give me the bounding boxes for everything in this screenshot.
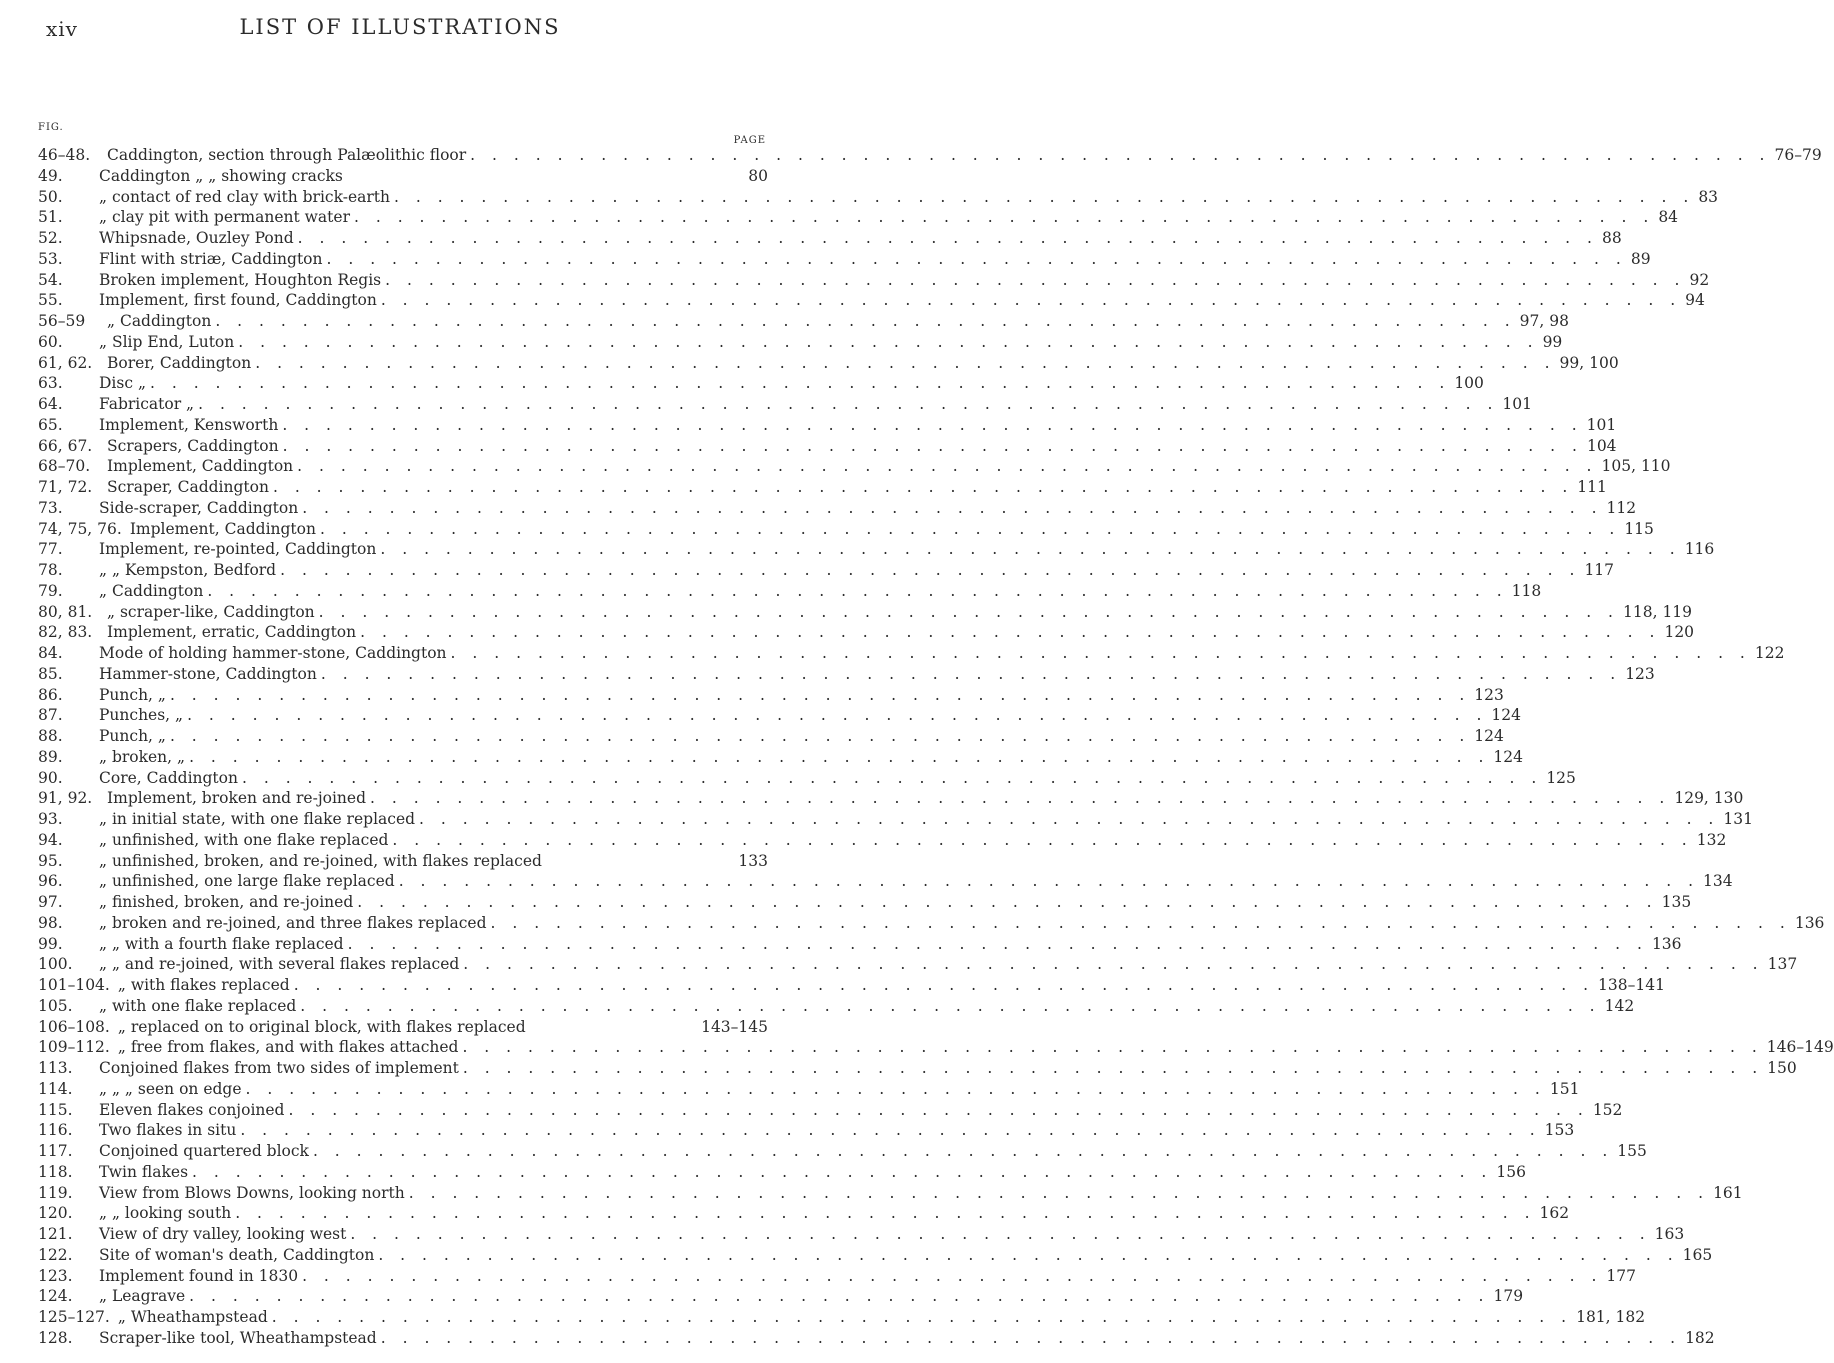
figure-number: 123. (38, 1266, 73, 1285)
figure-caption: Scrapers, Caddington (107, 436, 279, 455)
list-item (38, 270, 1710, 291)
dot-leader: . . . . . . . . . . . . . . . . . . . . . . . . . . . . . . . . . . . . . . . . . . . . . . . . . . . . . . . . . . . . (169, 685, 1471, 704)
figure-number: 74, 75, 76. (38, 519, 122, 538)
list-item (38, 1162, 1526, 1183)
dot-leader: . . . . . . . . . . . . . . . . . . . . . . . . . . . . . . . . . . . . . . . . . . . . . . . . . . . . . . . . . . . . (300, 996, 1601, 1015)
fig-column-label: FIG. (38, 122, 64, 133)
figure-caption: „ „ and re-joined, with several flakes replaced (99, 955, 460, 974)
page-number: 101 (1586, 415, 1617, 434)
dot-leader: . . . . . . . . . . . . . . . . . . . . . . . . . . . . . . . . . . . . . . . . . . . . . . . . . . . . . . . . . . . . (297, 229, 1598, 247)
figure-number: 118. (38, 1162, 73, 1181)
figure-number: 106–108. (38, 1017, 110, 1036)
figure-number: 101–104. (38, 976, 110, 994)
dot-leader: . . . . . . . . . . . . . . . . . . . . . . . . . . . . . . . . . . . . . . . . . . . . . . . . . . . . . . . . . . . . (280, 561, 1581, 579)
list-item (38, 228, 1622, 249)
list-item (38, 705, 1521, 726)
dot-leader: . . . . . . . . . . . . . . . . . . . . . . . . . . . . . . . . . . . . . . . . . . . . . . . . . . . . . . . . . . . . (293, 976, 1595, 994)
list-item (38, 519, 1654, 540)
dot-leader: . . . . . . . . . . . . . . . . . . . . . . . . . . . . . . . . . . . . . . . . . . . . . . . . . . . . . . . . . . . . (207, 581, 1508, 600)
page-number: 136 (1651, 934, 1682, 953)
dot-leader: . . . . . . . . . . . . . . . . . . . . . . . . . . . . . . . . . . . . . . . . . . . . . . . . . . . . . . . . . . . . (302, 498, 1603, 517)
figure-number: 78. (38, 561, 63, 579)
dot-leader: . . . . . . . . . . . . . . . . . . . . . . . . . . . . . . . . . . . . . . . . . . . . . . . . . . . . . . . . . . . . (490, 913, 1791, 932)
dot-leader: . . . . . . . . . . . . . . . . . . . . . . . . . . . . . . . . . . . . . . . . . . . . . . . . . . . . . . . . . . . . (398, 872, 1700, 891)
list-item (38, 934, 1682, 955)
figure-caption: „ Leagrave (99, 1287, 186, 1306)
list-item (38, 353, 1619, 374)
list-item (38, 415, 1617, 436)
figure-caption: „ Slip End, Luton (99, 332, 235, 351)
figure-number: 68–70. (38, 457, 91, 476)
figure-caption: „ free from flakes, and with flakes attached (117, 1038, 459, 1057)
dot-leader: . . . . . . . . . . . . . . . . . . . . . . . . . . . . . . . . . . . . . . . . . . . . . . . . . . . . . . . . . . . . (189, 747, 1490, 766)
list-item (38, 477, 1607, 498)
figure-number: 121. (38, 1225, 73, 1243)
list-item (38, 996, 1635, 1017)
page-number: 83 (1698, 187, 1719, 206)
figure-caption: „ in initial state, with one flake replaced (99, 810, 416, 828)
figure-caption: Whipsnade, Ouzley Pond (99, 229, 294, 247)
list-item (38, 539, 1715, 560)
list-item (38, 830, 1727, 851)
dot-leader: . . . . . . . . . . . . . . . . . . . . . . . . . . . . . . . . . . . . . . . . . . . . . . . . . . . . . . . . . . . . (370, 789, 1671, 808)
figure-caption: „ clay pit with permanent water (99, 208, 350, 227)
figure-number: 99. (38, 934, 63, 953)
page-number: 143–145 (701, 1017, 768, 1036)
list-item (38, 290, 1705, 311)
page-number: 115 (1624, 519, 1654, 538)
figure-caption: Caddington „ „ showing cracks (99, 166, 343, 185)
figure-caption: „ „ with a fourth flake replaced (99, 934, 344, 953)
list-item (38, 954, 1798, 975)
figure-caption: Implement, Kensworth (99, 415, 279, 434)
figure-caption: Conjoined flakes from two sides of implement (99, 1059, 459, 1077)
page-number: 142 (1604, 996, 1635, 1015)
dot-leader: . . . . . . . . . . . . . . . . . . . . . . . . . . . . . . . . . . . . . . . . . . . . . . . . . . . . . . . . . . . . (385, 270, 1686, 289)
figure-number: 51. (38, 208, 63, 227)
list-item (38, 1307, 1646, 1328)
figure-number: 63. (38, 374, 63, 393)
list-item (38, 788, 1744, 809)
page-number: 111 (1577, 478, 1607, 496)
page-number: 156 (1496, 1162, 1526, 1181)
list-item (38, 602, 1693, 623)
page-number: 137 (1767, 955, 1798, 974)
running-title: LIST OF ILLUSTRATIONS (239, 15, 561, 39)
list-item (38, 456, 1671, 477)
figure-caption: Implement, broken and re-joined (107, 789, 367, 808)
page-number: 117 (1584, 561, 1615, 579)
page-number: 89 (1630, 249, 1651, 268)
figure-caption: Scraper, Caddington (107, 478, 269, 496)
figure-caption: „ Caddington (107, 312, 212, 330)
page-number: 100 (1454, 374, 1484, 393)
dot-leader: . . . . . . . . . . . . . . . . . . . . . . . . . . . . . . . . . . . . . . . . . . . . . . . . . . . . . . . . . . . . (470, 146, 1771, 164)
figure-caption: „ contact of red clay with brick-earth (99, 187, 390, 206)
page-number: 132 (1696, 830, 1727, 849)
list-item (38, 311, 1569, 332)
dot-leader: . . . . . . . . . . . . . . . . . . . . . . . . . . . . . . . . . . . . . . . . . . . . . . . . . . . . . . . . . . . . (318, 602, 1619, 621)
dot-leader: . . . . . . . . . . . . . . . . . . . . . . . . . . . . . . . . . . . . . . . . . . . . . . . . . . . . . . . . . . . . (360, 623, 1661, 642)
figure-caption: „ broken and re-joined, and three flakes replaced (99, 913, 487, 932)
list-item (38, 1079, 1580, 1100)
dot-leader: . . . . . . . . . . . . . . . . . . . . . . . . . . . . . . . . . . . . . . . . . . . . . . . . . . . . . . . . . . . . (463, 955, 1764, 974)
dot-leader: . . . . . . . . . . . . . . . . . . . . . . . . . . . . . . . . . . . . . . . . . . . . . . . . . . . . . . . . . . . . (149, 374, 1451, 393)
dot-leader: . . . . . . . . . . . . . . . . . . . . . . . . . . . . . . . . . . . . . . . . . . . . . . . . . . . . . . . . . . . . (393, 187, 1695, 206)
figure-caption: Punches, „ (99, 706, 184, 725)
list-item (38, 685, 1504, 706)
page-number: 88 (1601, 229, 1622, 247)
figure-number: 105. (38, 996, 73, 1015)
figure-number: 84. (38, 644, 63, 662)
figure-caption: Mode of holding hammer-stone, Caddington (99, 644, 447, 662)
figure-caption: „ replaced on to original block, with flakes replaced (117, 1017, 526, 1036)
list-item (38, 166, 768, 187)
figure-number: 60. (38, 332, 63, 351)
figure-number: 128. (38, 1328, 73, 1347)
page-number: 105, 110 (1601, 457, 1671, 476)
figure-caption: Twin flakes (99, 1162, 189, 1181)
list-item (38, 560, 1615, 581)
figure-caption: Implement, first found, Caddington (99, 291, 377, 310)
figure-number: 95. (38, 851, 63, 870)
figure-number: 116. (38, 1121, 73, 1140)
figure-number: 97. (38, 893, 63, 911)
list-item (38, 498, 1637, 519)
figure-number: 114. (38, 1079, 73, 1098)
dot-leader: . . . . . . . . . . . . . . . . . . . . . . . . . . . . . . . . . . . . . . . . . . . . . . . . . . . . . . . . . . . . (326, 249, 1627, 268)
page-number: 118 (1511, 581, 1542, 600)
dot-leader: . . . . . . . . . . . . . . . . . . . . . . . . . . . . . . . . . . . . . . . . . . . . . . . . . . . . . . . . . . . . (282, 436, 1583, 455)
page-number: 163 (1654, 1225, 1685, 1243)
page-number: 181, 182 (1576, 1308, 1646, 1326)
figure-caption: Punch, „ (99, 685, 166, 704)
page-number: 124 (1493, 747, 1523, 766)
figure-caption: „ Wheathampstead (117, 1308, 268, 1326)
list-item (38, 1037, 1834, 1058)
page-number: 104 (1586, 436, 1617, 455)
page-number: 150 (1767, 1059, 1797, 1077)
list-item (38, 1328, 1715, 1349)
list-item (38, 145, 1822, 166)
figure-number: 77. (38, 540, 63, 559)
figure-caption: Implement, Caddington (129, 519, 316, 538)
page-number: 80 (748, 166, 768, 185)
dot-leader: . . . . . . . . . . . . . . . . . . . . . . . . . . . . . . . . . . . . . . . . . . . . . . . . . . . . . . . . . . . . (312, 1142, 1614, 1160)
page-number: 116 (1684, 540, 1715, 559)
dot-leader: . . . . . . . . . . . . . . . . . . . . . . . . . . . . . . . . . . . . . . . . . . . . . . . . . . . . . . . . . . . . (302, 1266, 1603, 1285)
list-item (38, 581, 1542, 602)
figure-caption: Implement found in 1830 (99, 1266, 299, 1285)
page-number: 179 (1493, 1287, 1524, 1306)
figure-number: 46–48. (38, 146, 91, 164)
figure-caption: „ unfinished, broken, and re-joined, with flakes replaced (99, 851, 542, 870)
list-item (38, 768, 1576, 789)
figure-number: 120. (38, 1204, 73, 1223)
dot-leader: . . . . . . . . . . . . . . . . . . . . . . . . . . . . . . . . . . . . . . . . . . . . . . . . . . . . . . . . . . . . (288, 1100, 1589, 1119)
page-number: 97, 98 (1519, 312, 1569, 330)
list-item (38, 726, 1504, 747)
dot-leader: . . . . . . . . . . . . . . . . . . . . . . . . . . . . . . . . . . . . . . . . . . . . . . . . . . . . . . . . . . . . (419, 810, 1720, 828)
page-number: 135 (1661, 893, 1692, 911)
page-number: 152 (1592, 1100, 1623, 1119)
figure-caption: Two flakes in situ (99, 1121, 237, 1140)
page-column-label: PAGE (733, 135, 766, 146)
list-item (38, 1017, 768, 1038)
figure-number: 88. (38, 727, 63, 745)
dot-leader: . . . . . . . . . . . . . . . . . . . . . . . . . . . . . . . . . . . . . . . . . . . . . . . . . . . . . . . . . . . . (347, 934, 1648, 953)
figure-caption: „ with one flake replaced (99, 996, 297, 1015)
figure-caption: View from Blows Downs, looking north (99, 1183, 405, 1202)
page-number: 112 (1606, 498, 1637, 517)
figure-caption: „ „ „ seen on edge (99, 1079, 242, 1098)
figure-number: 100. (38, 955, 73, 974)
page-number: 118, 119 (1623, 602, 1693, 621)
page-number: 99 (1542, 332, 1563, 351)
page-number: 124 (1491, 706, 1521, 725)
figure-number: 113. (38, 1059, 73, 1077)
list-item (38, 622, 1695, 643)
dot-leader: . . . . . . . . . . . . . . . . . . . . . . . . . . . . . . . . . . . . . . . . . . . . . . . . . . . . . . . . . . . . (192, 1162, 1493, 1181)
dot-leader: . . . . . . . . . . . . . . . . . . . . . . . . . . . . . . . . . . . . . . . . . . . . . . . . . . . . . . . . . . . . (245, 1079, 1546, 1098)
page-number: 125 (1546, 768, 1576, 787)
dot-leader: . . . . . . . . . . . . . . . . . . . . . . . . . . . . . . . . . . . . . . . . . . . . . . . . . . . . . . . . . . . . (187, 706, 1488, 725)
figure-caption: „ „ looking south (99, 1204, 232, 1223)
figure-number: 71, 72. (38, 478, 93, 496)
list-item (38, 394, 1533, 415)
page-number: 84 (1658, 208, 1679, 227)
page-number: 182 (1685, 1328, 1715, 1347)
figure-caption: Core, Caddington (99, 768, 238, 787)
page-number: 123 (1625, 664, 1655, 683)
list-item (38, 1266, 1636, 1287)
list-item (38, 436, 1617, 457)
figure-number: 86. (38, 685, 63, 704)
figure-number: 89. (38, 747, 63, 766)
figure-caption: „ „ Kempston, Bedford (99, 561, 277, 579)
figure-caption: Flint with striæ, Caddington (99, 249, 323, 268)
figure-number: 61, 62. (38, 353, 93, 372)
figure-caption: Hammer-stone, Caddington (99, 664, 317, 683)
list-item (38, 664, 1655, 685)
figure-caption: „ scraper-like, Caddington (107, 602, 315, 621)
page-number: 134 (1703, 872, 1733, 891)
figure-caption: Eleven flakes conjoined (99, 1100, 285, 1119)
dot-leader: . . . . . . . . . . . . . . . . . . . . . . . . . . . . . . . . . . . . . . . . . . . . . . . . . . . . . . . . . . . . (392, 830, 1693, 849)
dot-leader: . . . . . . . . . . . . . . . . . . . . . . . . . . . . . . . . . . . . . . . . . . . . . . . . . . . . . . . . . . . . (241, 768, 1543, 787)
dot-leader: . . . . . . . . . . . . . . . . . . . . . . . . . . . . . . . . . . . . . . . . . . . . . . . . . . . . . . . . . . . . (378, 1245, 1679, 1264)
figure-caption: Fabricator „ (99, 395, 195, 413)
dot-leader: . . . . . . . . . . . . . . . . . . . . . . . . . . . . . . . . . . . . . . . . . . . . . . . . . . . . . . . . . . . . (240, 1121, 1541, 1140)
page-number: 76–79 (1774, 146, 1822, 164)
illustrations-list (38, 145, 1834, 1349)
list-item (38, 332, 1563, 353)
dot-leader: . . . . . . . . . . . . . . . . . . . . . . . . . . . . . . . . . . . . . . . . . . . . . . . . . . . . . . . . . . . . (238, 332, 1539, 351)
figure-caption: „ finished, broken, and re-joined (99, 893, 354, 911)
list-item (38, 207, 1679, 228)
figure-caption: „ unfinished, one large flake replaced (99, 872, 395, 891)
page-number: 146–149 (1766, 1038, 1834, 1057)
dot-leader: . . . . . . . . . . . . . . . . . . . . . . . . . . . . . . . . . . . . . . . . . . . . . . . . . . . . . . . . . . . . (380, 291, 1682, 310)
page-number: 177 (1606, 1266, 1636, 1285)
figure-number: 87. (38, 706, 63, 725)
page-number: 155 (1617, 1142, 1647, 1160)
figure-number: 55. (38, 291, 63, 310)
list-item (38, 809, 1753, 830)
page-number: 94 (1685, 291, 1705, 310)
page-number: 101 (1502, 395, 1533, 413)
page-number: 124 (1474, 727, 1504, 745)
list-item (38, 1141, 1647, 1162)
figure-number: 56–59 (38, 312, 86, 330)
figure-number: 65. (38, 415, 63, 434)
dot-leader: . . . . . . . . . . . . . . . . . . . . . . . . . . . . . . . . . . . . . . . . . . . . . . . . . . . . . . . . . . . . (380, 1328, 1682, 1347)
figure-caption: Implement, Caddington (107, 457, 294, 476)
page-number: 123 (1474, 685, 1504, 704)
list-item (38, 1120, 1575, 1141)
figure-number: 85. (38, 664, 63, 683)
dot-leader: . . . . . . . . . . . . . . . . . . . . . . . . . . . . . . . . . . . . . . . . . . . . . . . . . . . . . . . . . . . . (189, 1287, 1490, 1306)
list-item (38, 187, 1719, 208)
list-item (38, 892, 1692, 913)
figure-caption: Side-scraper, Caddington (99, 498, 299, 517)
list-item (38, 913, 1825, 934)
figure-number: 117. (38, 1142, 73, 1160)
dot-leader: . . . . . . . . . . . . . . . . . . . . . . . . . . . . . . . . . . . . . . . . . . . . . . . . . . . . . . . . . . . . (462, 1059, 1764, 1077)
figure-caption: „ with flakes replaced (117, 976, 290, 994)
page-number: 122 (1754, 644, 1785, 662)
dot-leader: . . . . . . . . . . . . . . . . . . . . . . . . . . . . . . . . . . . . . . . . . . . . . . . . . . . . . . . . . . . . (271, 1308, 1573, 1326)
figure-number: 124. (38, 1287, 73, 1306)
list-item (38, 1183, 1743, 1204)
list-item (38, 1100, 1623, 1121)
figure-number: 79. (38, 581, 63, 600)
list-item (38, 747, 1523, 768)
dot-leader: . . . . . . . . . . . . . . . . . . . . . . . . . . . . . . . . . . . . . . . . . . . . . . . . . . . . . . . . . . . . (350, 1225, 1651, 1243)
dot-leader: . . . . . . . . . . . . . . . . . . . . . . . . . . . . . . . . . . . . . . . . . . . . . . . . . . . . . . . . . . . . (357, 893, 1658, 911)
page-number: 120 (1664, 623, 1695, 642)
page-number: 138–141 (1598, 976, 1665, 994)
page-number: 165 (1682, 1245, 1713, 1264)
list-item (38, 1224, 1685, 1245)
figure-caption: Borer, Caddington (107, 353, 252, 372)
figure-number: 90. (38, 768, 63, 787)
figure-number: 122. (38, 1245, 73, 1264)
dot-leader: . . . . . . . . . . . . . . . . . . . . . . . . . . . . . . . . . . . . . . . . . . . . . . . . . . . . . . . . . . . . (198, 395, 1499, 413)
list-item (38, 1203, 1570, 1224)
figure-number: 119. (38, 1183, 73, 1202)
dot-leader: . . . . . . . . . . . . . . . . . . . . . . . . . . . . . . . . . . . . . . . . . . . . . . . . . . . . . . . . . . . . (272, 478, 1574, 496)
figure-number: 50. (38, 187, 63, 206)
page-number: 151 (1549, 1079, 1580, 1098)
figure-number: 96. (38, 872, 63, 891)
figure-number: 93. (38, 810, 63, 828)
dot-leader: . . . . . . . . . . . . . . . . . . . . . . . . . . . . . . . . . . . . . . . . . . . . . . . . . . . . . . . . . . . . (215, 312, 1516, 330)
page-number: 99, 100 (1559, 353, 1619, 372)
list-item (38, 871, 1733, 892)
figure-caption: Caddington, section through Palæolithic floor (107, 146, 467, 164)
figure-number: 115. (38, 1100, 73, 1119)
list-item (38, 975, 1665, 996)
dot-leader: . . . . . . . . . . . . . . . . . . . . . . . . . . . . . . . . . . . . . . . . . . . . . . . . . . . . . . . . . . . . (353, 208, 1655, 227)
dot-leader: . . . . . . . . . . . . . . . . . . . . . . . . . . . . . . . . . . . . . . . . . . . . . . . . . . . . . . . . . . . . (320, 664, 1622, 683)
dot-leader: . . . . . . . . . . . . . . . . . . . . . . . . . . . . . . . . . . . . . . . . . . . . . . . . . . . . . . . . . . . . (282, 415, 1583, 434)
figure-caption: Implement, re-pointed, Caddington (99, 540, 377, 559)
dot-leader: . . . . . . . . . . . . . . . . . . . . . . . . . . . . . . . . . . . . . . . . . . . . . . . . . . . . . . . . . . . . (255, 353, 1556, 372)
page-number: 133 (738, 851, 768, 870)
dot-leader: . . . . . . . . . . . . . . . . . . . . . . . . . . . . . . . . . . . . . . . . . . . . . . . . . . . . . . . . . . . . (297, 457, 1598, 476)
dot-leader: . . . . . . . . . . . . . . . . . . . . . . . . . . . . . . . . . . . . . . . . . . . . . . . . . . . . . . . . . . . . (450, 644, 1751, 662)
figure-caption: Site of woman's death, Caddington (99, 1245, 375, 1264)
figure-caption: „ Caddington (99, 581, 204, 600)
dot-leader: . . . . . . . . . . . . . . . . . . . . . . . . . . . . . . . . . . . . . . . . . . . . . . . . . . . . . . . . . . . . (235, 1204, 1536, 1223)
list-item (38, 1245, 1713, 1266)
figure-number: 49. (38, 166, 63, 185)
list-item (38, 1058, 1797, 1079)
page-number: 162 (1539, 1204, 1570, 1223)
figure-number: 109–112. (38, 1038, 110, 1057)
dot-leader: . . . . . . . . . . . . . . . . . . . . . . . . . . . . . . . . . . . . . . . . . . . . . . . . . . . . . . . . . . . . (319, 519, 1621, 538)
figure-number: 82, 83. (38, 623, 93, 642)
figure-caption: Disc „ (99, 374, 146, 393)
figure-caption: Implement, erratic, Caddington (107, 623, 357, 642)
figure-caption: Scraper-like tool, Wheathampstead (99, 1328, 377, 1347)
list-item (38, 1286, 1524, 1307)
figure-caption: View of dry valley, looking west (99, 1225, 347, 1243)
figure-number: 94. (38, 830, 63, 849)
figure-caption: „ broken, „ (99, 747, 186, 766)
figure-number: 125–127. (38, 1308, 110, 1326)
figure-number: 64. (38, 395, 63, 413)
figure-caption: Punch, „ (99, 727, 166, 745)
figure-number: 52. (38, 229, 63, 247)
figure-number: 53. (38, 249, 63, 268)
page-number: 92 (1689, 270, 1710, 289)
dot-leader: . . . . . . . . . . . . . . . . . . . . . . . . . . . . . . . . . . . . . . . . . . . . . . . . . . . . . . . . . . . . (169, 727, 1471, 745)
figure-caption: Broken implement, Houghton Regis (99, 270, 382, 289)
list-item (38, 643, 1785, 664)
figure-number: 98. (38, 913, 63, 932)
figure-number: 66, 67. (38, 436, 93, 455)
page-number: 129, 130 (1674, 789, 1744, 808)
page-number: 136 (1794, 913, 1825, 932)
dot-leader: . . . . . . . . . . . . . . . . . . . . . . . . . . . . . . . . . . . . . . . . . . . . . . . . . . . . . . . . . . . . (380, 540, 1681, 559)
page-number: 161 (1713, 1183, 1743, 1202)
page-folio: xiv (46, 17, 78, 41)
figure-number: 73. (38, 498, 63, 517)
list-item (38, 851, 768, 872)
dot-leader: . . . . . . . . . . . . . . . . . . . . . . . . . . . . . . . . . . . . . . . . . . . . . . . . . . . . . . . . . . . . (462, 1038, 1763, 1057)
page-number: 131 (1723, 810, 1753, 828)
figure-caption: Conjoined quartered block (99, 1142, 309, 1160)
figure-number: 54. (38, 270, 63, 289)
figure-number: 91, 92. (38, 789, 93, 808)
dot-leader: . . . . . . . . . . . . . . . . . . . . . . . . . . . . . . . . . . . . . . . . . . . . . . . . . . . . . . . . . . . . (408, 1183, 1710, 1202)
page-number: 153 (1544, 1121, 1575, 1140)
list-item (38, 373, 1484, 394)
figure-caption: „ unfinished, with one flake replaced (99, 830, 389, 849)
list-item (38, 249, 1651, 270)
figure-number: 80, 81. (38, 602, 93, 621)
